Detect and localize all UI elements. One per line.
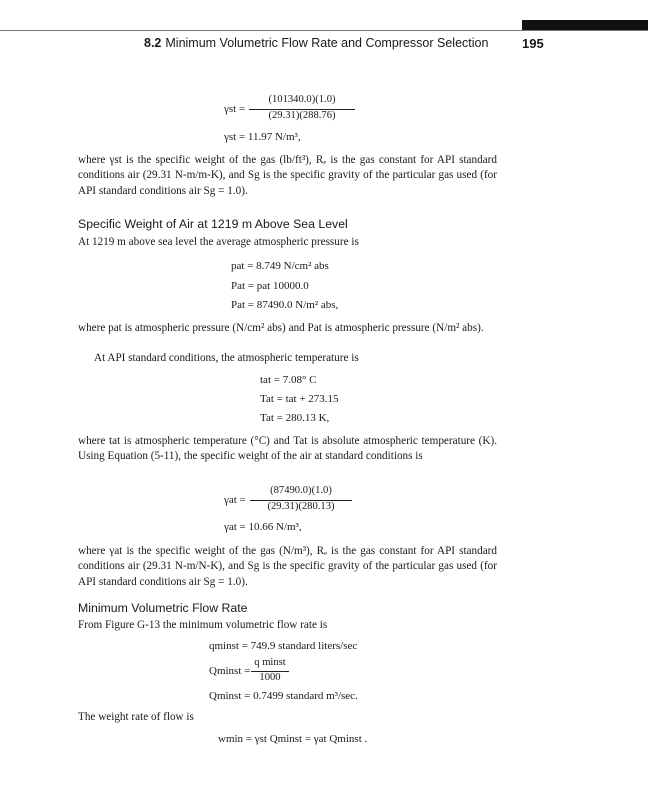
page-number: 195 — [522, 36, 544, 51]
eq5-numerator: q minst — [254, 657, 286, 668]
section-title: Minimum Volumetric Flow Rate and Compressor Selection — [165, 36, 489, 50]
eq5-lhs: Qminst = — [209, 665, 251, 677]
eq5-line1: qminst = 749.9 standard liters/sec — [209, 640, 358, 652]
para-pressure-definitions: where pat is atmospheric pressure (N/cm² abs) and Pat is atmospheric pressure (N/m² abs). — [78, 322, 484, 334]
eq3-line1: tat = 7.08° C — [260, 374, 317, 386]
eq3-line3: Tat = 280.13 K, — [260, 412, 330, 424]
eq6: wmin = γst Qminst = γat Qminst . — [218, 733, 368, 745]
running-header — [0, 36, 648, 52]
section-heading — [144, 36, 488, 50]
heading-specific-weight-air: Specific Weight of Air at 1219 m Above Sea Level — [78, 217, 348, 231]
para-atmospheric-temperature: At API standard conditions, the atmospheric temperature is — [94, 352, 359, 364]
para-weight-rate: The weight rate of flow is — [78, 711, 194, 723]
eq1-result: γst = 11.97 N/m³, — [224, 131, 301, 143]
para-temperature-definitions: where tat is atmospheric temperature (°C) and Tat is absolute atmospheric temperature (K). Using Equation (5-11), the specific weight of the air at standard conditions is — [78, 435, 497, 463]
eq1-numerator: (101340.0)(1.0) — [268, 94, 336, 105]
header-bar — [522, 20, 648, 30]
para-gas-definitions: where γat is the specific weight of the gas (N/m³), Rₑ is the gas constant for API standard conditions air (29.31 N-m/N-K), and Sg is the specific gravity of the particular gas used (for API standard conditions air Sg = 1.0). — [78, 545, 497, 588]
para-specific-weight-definition: where γst is the specific weight of the gas (lb/ft³), Rₑ is the gas constant for API standard conditions air (29.31 N-m/m-K), and Sg is the specific gravity of the particular gas used (for API standard conditions air Sg = 1.0). — [78, 154, 497, 197]
eq3-line2: Tat = tat + 273.15 — [260, 393, 339, 405]
eq1-denominator: (29.31)(288.76) — [268, 110, 336, 121]
heading-minimum-volumetric-flow-rate: Minimum Volumetric Flow Rate — [78, 601, 248, 615]
para-atmospheric-pressure: At 1219 m above sea level the average atmospheric pressure is — [78, 236, 359, 248]
eq5-denominator: 1000 — [259, 672, 281, 683]
eq4-numerator: (87490.0)(1.0) — [270, 485, 332, 496]
eq1-lhs: γst = — [224, 103, 246, 115]
eq5-line3: Qminst = 0.7499 standard m³/sec. — [209, 690, 358, 702]
header-rule — [0, 30, 648, 31]
eq4-lhs: γat = — [224, 494, 246, 506]
section-number: 8.2 — [144, 36, 162, 50]
para-figure-reference: From Figure G-13 the minimum volumetric flow rate is — [78, 619, 328, 631]
eq2-line2: Pat = pat 10000.0 — [231, 280, 309, 292]
eq2-line1: pat = 8.749 N/cm² abs — [231, 260, 329, 272]
eq4-denominator: (29.31)(280.13) — [267, 501, 335, 512]
eq4-result: γat = 10.66 N/m³, — [224, 521, 302, 533]
eq2-line3: Pat = 87490.0 N/m² abs, — [231, 299, 339, 311]
